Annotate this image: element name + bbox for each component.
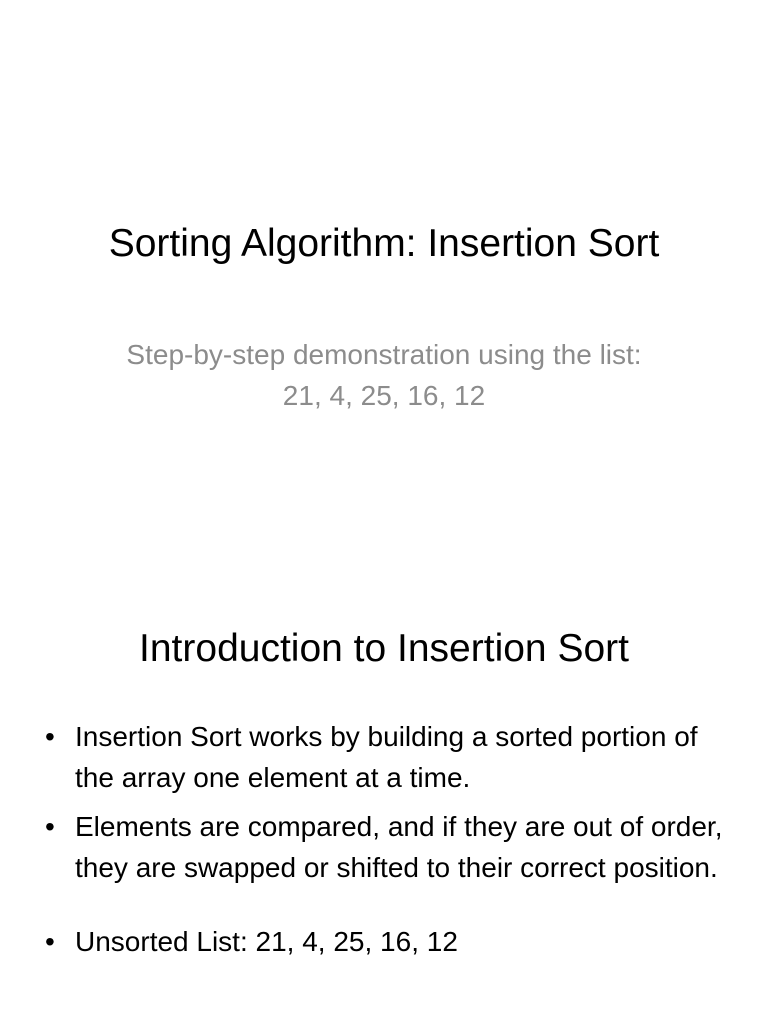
bullet-text: Insertion Sort works by building a sorted portion of the array one element at a time. — [75, 721, 698, 793]
slide-subtitle: Step-by-step demonstration using the list: 21, 4, 25, 16, 12 — [126, 339, 642, 411]
bullet-item — [0, 921, 768, 962]
intro-slide — [0, 512, 768, 1024]
bullet-icon: • — [45, 811, 55, 842]
slide-title: Sorting Algorithm: Insertion Sort — [108, 222, 660, 265]
bullet-item — [0, 716, 768, 798]
bullet-list — [0, 716, 768, 970]
bullet-text: Elements are compared, and if they are out of order, they are swapped or shifted to their correct position. — [75, 811, 723, 883]
bullet-icon: • — [45, 926, 55, 957]
bullet-text: Unsorted List: 21, 4, 25, 16, 12 — [75, 926, 458, 957]
bullet-item — [0, 806, 768, 888]
bullet-icon: • — [45, 721, 55, 752]
slide-title: Introduction to Insertion Sort — [139, 627, 629, 670]
